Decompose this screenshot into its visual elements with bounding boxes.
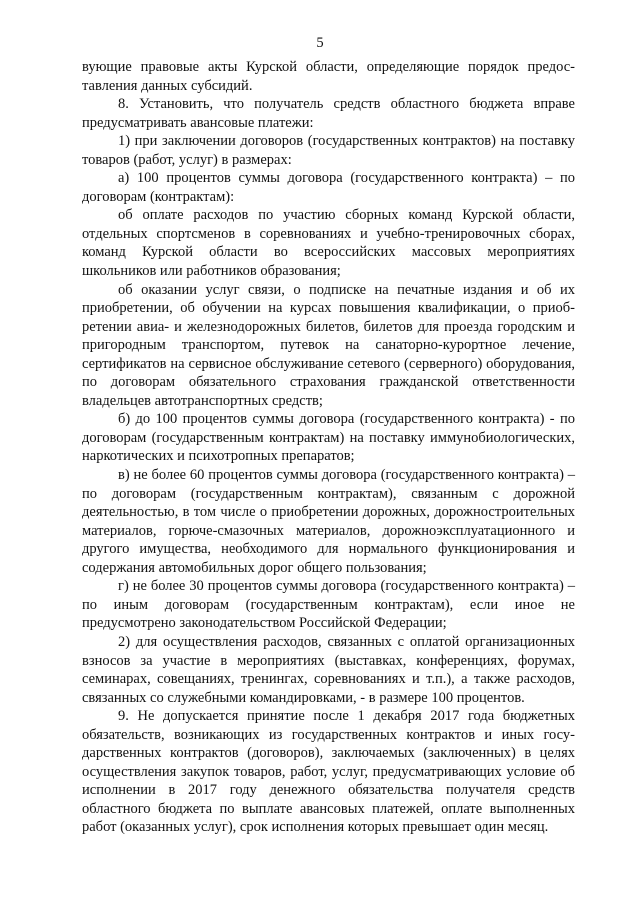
paragraph-subitem-v: в) не более 60 процентов суммы договора (государственного контракта) – по договорам (государственным контрактам), связанным с дорожной деятельностью, в том числе о приобретении дорожных, дорожностроительных материалов, горюче-смазочных материалов, дорожноэксплуатационного и другого имущества, необходимого для нормального функционирования и содержания автомобильных дорог общего пользования; — [82, 467, 575, 576]
paragraph-item-9: 9. Не допускается принятие после 1 декабря 2017 года бюджетных обязательств, возникающих из государственных контрактов и иных государственных контрактов (договоров), заключаемых (заключенных) в целях осуществления закупок товаров, работ, услуг, предусматривающих условие об исполнении в 2017 году денежного обязательства получателя средств областного бюджета по выплате авансовых платежей, оплате выполненных работ (оказанных услуг), срок исполнения которых превышает один месяц. — [82, 708, 575, 836]
paragraph-services: об оказании услуг связи, о подписке на печатные издания и об их приобретении, об обучении на курсах повышения квалификации, о приобретении авиа- и железнодорожных билетов, билетов для проезда городским и пригородным транспортом, путевок на санаторно-курортное лечение, сертификатов на сервисное обслуживание сетевого (серверного) оборудования, по договорам обязательного страхования гражданской ответственности владельцев автотранспортных средств; — [82, 281, 575, 409]
paragraph-subitem-2: 2) для осуществления расходов, связанных с оплатой организационных взносов за участие в мероприятиях (выставках, конференциях, форумах, семинарах, совещаниях, тренингах, соревнованиях и т.п.), а также расходов, связанных со служебными командировками, - в размере 100 процентов. — [82, 633, 575, 706]
paragraph-subitem-1: 1) при заключении договоров (государственных контрактов) на поставку товаров (работ, услуг) в размерах: — [82, 133, 575, 168]
paragraph-subitem-b: б) до 100 процентов суммы договора (государственного контракта) - по договорам (государственным контрактам) на поставку иммунобиологических, наркотических и психотропных препаратов; — [82, 411, 575, 465]
document-body — [82, 58, 575, 837]
paragraph-subitem-g: г) не более 30 процентов суммы договора (государственного контракта) – по иным договорам (государственным контрактам), если иное не предусмотрено законодательством Российской Федерации; — [82, 578, 575, 632]
paragraph-continuation: вующие правовые акты Курской области, определяющие порядок предоставления данных субсидий. — [82, 59, 575, 94]
paragraph-item-8: 8. Установить, что получатель средств областного бюджета вправе предусматривать авансовые платежи: — [82, 96, 575, 131]
page-number: 5 — [316, 35, 324, 51]
paragraph-sport-expenses: об оплате расходов по участию сборных команд Курской области, отдельных спортсменов в соревнованиях и учебно-тренировочных сборах, команд Курской области во всероссийских массовых мероприятиях школьников или работников образования; — [82, 207, 575, 280]
paragraph-subitem-a: а) 100 процентов суммы договора (государственного контракта) – по договорам (контрактам): — [82, 170, 575, 205]
